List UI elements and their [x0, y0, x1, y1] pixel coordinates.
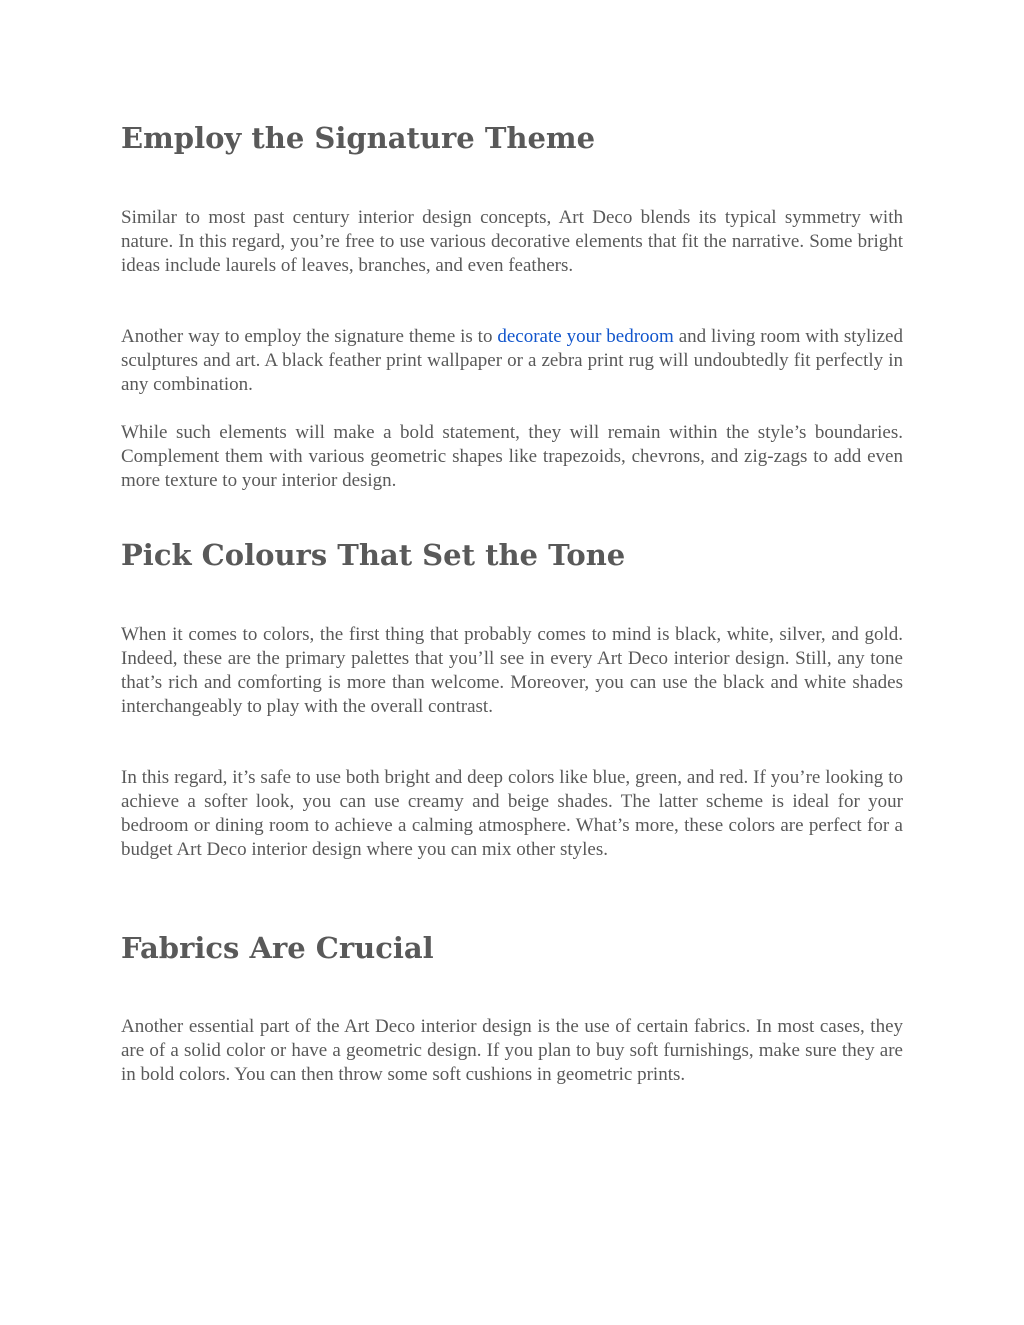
- paragraph-colours-palette: When it comes to colors, the first thing that probably comes to mind is black, white, silver, and gold. Indeed, these are the primary palettes that you’ll see in every Art Deco interior design. Still, any tone that’s rich and comforting is more than welcome. Moreover, you can use the black and white shades interchangeably to play with the overall contrast.: [121, 624, 903, 717]
- decorate-your-bedroom-link[interactable]: decorate your bedroom: [497, 326, 674, 347]
- heading-employ-signature-theme: Employ the Signature Theme: [121, 121, 596, 155]
- paragraph-signature-theme-bedroom: [121, 325, 903, 397]
- heading-pick-colours: Pick Colours That Set the Tone: [121, 538, 626, 572]
- paragraph-text-after-link: and living room with stylized sculptures and art. A black feather print wallpaper or a zebra print rug will undoubtedly fit perfectly in any combination.: [121, 326, 903, 395]
- paragraph-fabrics: Another essential part of the Art Deco interior design is the use of certain fabrics. In most cases, they are of a solid color or have a geometric design. If you plan to buy soft furnishings, make sure they are in bold colors. You can then throw some soft cushions in geometric prints.: [121, 1016, 903, 1085]
- paragraph-text-before-link: Another way to employ the signature theme is to: [121, 326, 498, 347]
- heading-fabrics-are-crucial: Fabrics Are Crucial: [121, 931, 434, 965]
- paragraph-signature-theme-intro: Similar to most past century interior design concepts, Art Deco blends its typical symmetry with nature. In this regard, you’re free to use various decorative elements that fit the narrative. Some bright ideas include laurels of leaves, branches, and even feathers.: [121, 207, 903, 276]
- paragraph-signature-theme-geometric: While such elements will make a bold statement, they will remain within the style’s boundaries. Complement them with various geometric shapes like trapezoids, chevrons, and zig-zags to add even more texture to your interior design.: [121, 422, 903, 491]
- paragraph-colours-shades: In this regard, it’s safe to use both bright and deep colors like blue, green, and red. If you’re looking to achieve a softer look, you can use creamy and beige shades. The latter scheme is ideal for your bedroom or dining room to achieve a calming atmosphere. What’s more, these colors are perfect for a budget Art Deco interior design where you can mix other styles.: [121, 767, 903, 860]
